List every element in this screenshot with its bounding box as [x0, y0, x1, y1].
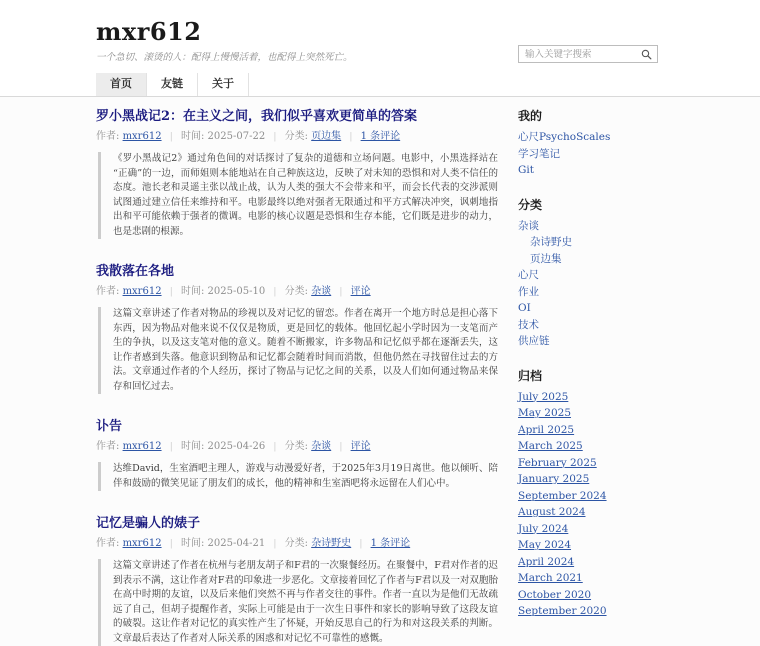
post-title-link[interactable]: 记忆是骗人的婊子	[96, 516, 201, 531]
sidebar-list-item	[518, 303, 658, 315]
sidebar-list-item	[518, 165, 658, 177]
sidebar-link[interactable]: May 2025	[518, 407, 572, 419]
nav-tab-0[interactable]: 首页	[96, 73, 147, 96]
post-date: 2025-05-10	[207, 286, 266, 297]
category-link[interactable]: 杂谈	[311, 286, 332, 297]
post-meta	[96, 131, 498, 143]
sidebar-list-item	[518, 491, 658, 503]
author-link[interactable]: mxr612	[122, 441, 162, 452]
sidebar-link[interactable]: July 2024	[518, 522, 569, 535]
search-icon[interactable]	[641, 49, 652, 60]
nav-tab-2[interactable]: 关于	[198, 73, 249, 96]
sidebar-list-item	[518, 336, 658, 348]
post	[96, 515, 498, 646]
author-link[interactable]: mxr612	[122, 286, 162, 297]
post-date: 2025-07-22	[207, 131, 266, 142]
sidebar-list-item	[518, 557, 658, 569]
sidebar-widget	[518, 199, 658, 348]
sidebar-list-item	[518, 270, 658, 282]
post-meta	[96, 441, 498, 453]
meta-separator: |	[273, 539, 277, 549]
author-link[interactable]: mxr612	[122, 538, 162, 549]
post-date: 2025-04-26	[207, 441, 266, 452]
sidebar-link[interactable]: August 2024	[518, 506, 586, 518]
sidebar-list-item	[518, 606, 658, 618]
sidebar-list-item	[518, 573, 658, 585]
meta-separator: |	[169, 287, 173, 297]
post-excerpt: 《罗小黑战记2》通过角色间的对话探讨了复杂的道德和立场问题。电影中，小黑选择站在“正确”的一边，而师姐则本能地站在自己种族这边，反映了对未知的恐惧和对人类不信任的态度。池长老和灵遥主张以战止战，认为人类的强大不会带来和平，而会长代表的交涉派则试图通过建立信任来维持和平。电影最终以绝对强者无限通过和平方式解决冲突，讽刺地指出和平可能依赖于强者的微调。电影的核心议题是恐惧和生存本能，它们既是进步的动力，也是悲剧的根源。	[98, 152, 498, 239]
sidebar-list-item	[518, 458, 658, 470]
site-title-link[interactable]: mxr612	[96, 17, 202, 46]
sidebar-link[interactable]: February 2025	[518, 456, 597, 469]
sidebar-list-item	[518, 524, 658, 536]
meta-separator: |	[339, 442, 343, 452]
comments-link[interactable]: 评论	[350, 441, 371, 452]
post	[96, 418, 498, 491]
meta-category-label: 分类:	[284, 131, 308, 142]
meta-separator: |	[359, 539, 363, 549]
sidebar-link[interactable]: September 2020	[518, 605, 607, 617]
meta-time-label: 时间:	[180, 441, 205, 452]
meta-separator: |	[169, 132, 173, 142]
sidebar-link[interactable]: 技术	[518, 318, 539, 331]
comments-link[interactable]: 1 条评论	[360, 131, 401, 142]
sidebar-link[interactable]: Git	[518, 164, 534, 176]
widget-link-list	[518, 221, 658, 348]
sidebar-link[interactable]: January 2025	[518, 473, 590, 485]
sidebar-list-item	[518, 320, 658, 332]
sidebar-list-item	[518, 392, 658, 404]
site-title	[96, 18, 658, 46]
content-area	[0, 97, 760, 646]
sidebar-link[interactable]: OI	[518, 302, 531, 314]
search-input[interactable]	[519, 49, 641, 60]
comments-link[interactable]: 评论	[350, 286, 371, 297]
meta-author-label: 作者:	[96, 131, 120, 142]
post-heading	[96, 515, 498, 532]
widget-link-list	[518, 132, 658, 177]
sidebar-link[interactable]: April 2025	[518, 423, 575, 436]
sidebar-list-item	[518, 590, 658, 602]
sidebar-widget	[518, 370, 658, 618]
meta-author-label: 作者:	[96, 538, 120, 549]
sidebar-link[interactable]: 杂诗野史	[530, 236, 572, 248]
sidebar-link[interactable]: March 2021	[518, 572, 583, 584]
meta-category-label: 分类:	[284, 441, 308, 452]
sidebar-list-item	[518, 425, 658, 437]
meta-separator: |	[169, 539, 173, 549]
sidebar-list-item	[518, 132, 658, 144]
post-title-link[interactable]: 我散落在各地	[96, 264, 175, 279]
site-subtitle: 一个急切、滚烫的人：配得上慢慢活着，也配得上突然死亡。	[96, 52, 353, 63]
sidebar-list-item	[518, 507, 658, 519]
sidebar	[518, 97, 658, 646]
post-meta	[96, 538, 498, 550]
blog-page	[0, 17, 760, 644]
post-date: 2025-04-21	[207, 538, 266, 549]
post-heading	[96, 263, 498, 280]
sidebar-link[interactable]: 杂谈	[518, 219, 539, 232]
widget-title: 归档	[518, 368, 543, 383]
sidebar-list-item	[518, 237, 658, 249]
post-title-link[interactable]: 讣告	[96, 419, 123, 434]
category-link[interactable]: 杂谈	[311, 441, 332, 452]
sidebar-link[interactable]: May 2024	[518, 539, 572, 551]
meta-author-label: 作者:	[96, 286, 120, 297]
widget-title: 我的	[518, 109, 543, 123]
sidebar-widget	[518, 110, 658, 177]
widget-link-list	[518, 392, 658, 618]
main-nav	[96, 73, 658, 96]
sidebar-list-item	[518, 474, 658, 486]
sidebar-list-item	[518, 408, 658, 420]
sidebar-link[interactable]: 页边集	[530, 252, 562, 265]
post-title-link[interactable]: 罗小黑战记2：在主义之间，我们似乎喜欢更简单的答案	[96, 109, 418, 124]
post-heading	[96, 108, 498, 125]
author-link[interactable]: mxr612	[122, 131, 162, 142]
meta-separator: |	[349, 132, 353, 142]
sidebar-link[interactable]: 供应链	[518, 335, 550, 347]
post-heading	[96, 418, 498, 435]
sidebar-link[interactable]: April 2024	[518, 555, 575, 568]
meta-category-label: 分类:	[284, 286, 308, 297]
meta-separator: |	[273, 132, 277, 142]
sidebar-list-item	[518, 287, 658, 299]
meta-separator: |	[273, 442, 277, 452]
post-meta	[96, 286, 498, 298]
site-header	[0, 18, 760, 97]
comments-link[interactable]: 1 条评论	[370, 538, 411, 549]
sidebar-link[interactable]: 心尺PsychoScales	[518, 131, 611, 143]
meta-time-label: 时间:	[180, 538, 205, 549]
meta-category-label: 分类:	[284, 538, 308, 549]
post-excerpt: 这篇文章讲述了作者对物品的珍视以及对记忆的留恋。作者在离开一个地方时总是担心落下东西，因为物品对他来说不仅仅是物质，更是回忆的载体。他回忆起小学时因为一支笔而产生的争执，以及这支笔对他的意义。随着不断搬家，许多物品和记忆似乎都在逐渐丢失，这让作者感到失落。他意识到物品和记忆都会随着时间而消散，但他仍然在寻找留住过去的方法。文章通过作者的个人经历，探讨了物品与记忆之间的关系，以及人们如何通过物品来保存和回忆过去。	[98, 307, 498, 394]
sidebar-link[interactable]: 学习笔记	[518, 147, 560, 160]
post-list	[96, 97, 498, 646]
sidebar-list-item	[518, 221, 658, 233]
category-link[interactable]: 页边集	[311, 131, 342, 142]
sidebar-list-item	[518, 149, 658, 161]
nav-tab-1[interactable]: 友链	[147, 73, 198, 96]
widget-title: 分类	[518, 197, 543, 212]
category-link[interactable]: 杂诗野史	[311, 538, 352, 549]
sidebar-link[interactable]: October 2020	[518, 588, 592, 601]
sidebar-link[interactable]: September 2024	[518, 489, 607, 502]
meta-separator: |	[169, 442, 173, 452]
sidebar-link[interactable]: 作业	[518, 285, 539, 298]
search-box	[518, 45, 658, 63]
meta-time-label: 时间:	[180, 286, 205, 297]
post-excerpt: 这篇文章讲述了作者在杭州与老朋友胡子和F君的一次聚餐经历。在聚餐中，F君对作者的迟到表示不满，这让作者对F君的印象进一步恶化。文章接着回忆了作者与F君以及一对双胞胎在高中时期的友谊，以及后来他们突然不再与作者交往的事件。作者一直以为是他们无故疏远了自己，但胡子提醒作者，实际上可能是由于一次生日事件和家长的影响导致了这段友谊的破裂。这让作者对记忆的真实性产生了怀疑，开始反思自己的行为和对这段关系的判断。文章最后表达了作者对人际关系的困惑和对记忆不可靠性的感慨。	[98, 559, 498, 646]
sidebar-link[interactable]: July 2025	[518, 390, 569, 403]
post-excerpt: 达维David，生室酒吧主理人，游戏与动漫爱好者，于2025年3月19日离世。他以倾听、陪伴和鼓励的微笑见证了朋友们的成长，他的精神和生室酒吧将永远留在人们心中。	[98, 462, 498, 491]
post	[96, 108, 498, 239]
sidebar-list-item	[518, 254, 658, 266]
sidebar-list-item	[518, 540, 658, 552]
meta-time-label: 时间:	[180, 131, 205, 142]
sidebar-link[interactable]: 心尺	[518, 269, 539, 281]
meta-author-label: 作者:	[96, 441, 120, 452]
sidebar-link[interactable]: March 2025	[518, 440, 583, 452]
meta-separator: |	[339, 287, 343, 297]
post	[96, 263, 498, 394]
meta-separator: |	[273, 287, 277, 297]
sidebar-list-item	[518, 441, 658, 453]
